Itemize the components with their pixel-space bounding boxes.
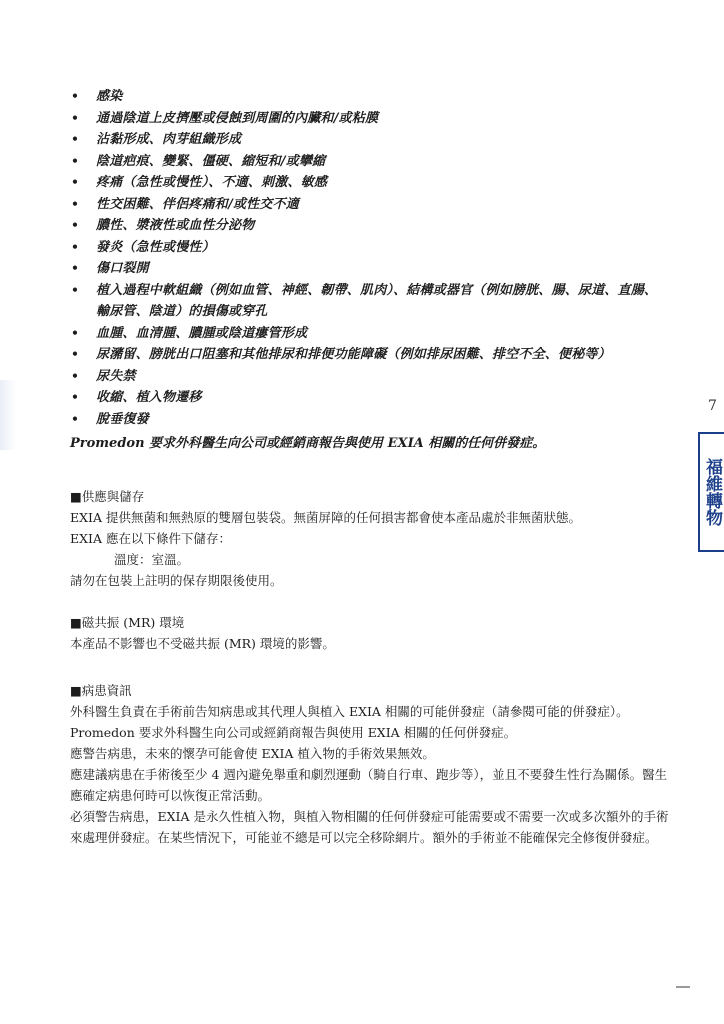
list-item: • 性交困難、伴侶疼痛和/或性交不適 bbox=[70, 194, 670, 216]
paragraph: 應建議病患在手術後至少 4 週內避免舉重和劇烈運動（騎自行車、跑步等），並且不要發生性行為關係。醫生應確定病患何時可以恢復正常活動。 bbox=[70, 767, 668, 803]
bullet-icon: • bbox=[71, 110, 79, 125]
paragraph: 本產品不影響也不受磁共振 (MR) 環境的影響。 bbox=[70, 636, 335, 651]
bullet-icon: • bbox=[71, 132, 79, 146]
list-item: • 收縮、植入物遷移 bbox=[70, 387, 670, 409]
section-heading: ■供應與儲存 bbox=[70, 489, 145, 504]
paragraph: Promedon 要求外科醫生向公司或經銷商報告與使用 EXIA 相關的任何併發症。 bbox=[70, 725, 517, 740]
bullet-icon: • bbox=[71, 411, 79, 426]
list-item: • 沾黏形成、肉芽組織形成 bbox=[70, 129, 670, 151]
list-item: • 通過陰道上皮擠壓或侵蝕到周圍的內臟和/或粘膜 bbox=[70, 108, 670, 130]
list-item: • 尿瀦留、膀胱出口阻塞和其他排尿和排便功能障礙（例如排尿困難、排空不全、便秘等） bbox=[70, 344, 670, 366]
bullet-icon: • bbox=[71, 153, 79, 168]
list-item: • 血腫、血清腫、膿腫或陰道瘻管形成 bbox=[70, 323, 670, 345]
paragraph: EXIA 提供無菌和無熱原的雙層包裝袋。無菌屏障的任何損害都會使本產品處於非無菌狀態。 bbox=[70, 510, 581, 525]
side-page-mark: 7 bbox=[708, 398, 717, 414]
supply-storage-section bbox=[70, 486, 670, 591]
list-item: • 發炎（急性或慢性） bbox=[70, 237, 670, 259]
storage-temperature: 溫度：室溫。 bbox=[114, 552, 190, 567]
list-item: • 膿性、漿液性或血性分泌物 bbox=[70, 215, 670, 237]
section-heading: ■磁共振 (MR) 環境 bbox=[70, 615, 185, 630]
list-item: • 感染 bbox=[70, 86, 670, 108]
complications-report-notice: Promedon 要求外科醫生向公司或經銷商報告與使用 EXIA 相關的任何併發症。 bbox=[70, 436, 546, 451]
bullet-icon: • bbox=[71, 89, 79, 103]
list-item: • 陰道疤痕、變緊、僵硬、縮短和/或攣縮 bbox=[70, 151, 670, 173]
paragraph: 外科醫生負責在手術前告知病患或其代理人與植入 EXIA 相關的可能併發症（請參閱可能的併發症）。 bbox=[70, 704, 629, 719]
list-item: • 植入過程中軟組織（例如血管、神經、韌帶、肌肉）、結構或器官（例如膀胱、腸、尿道、直腸、輸尿管、陰道）的損傷或穿孔 bbox=[70, 280, 670, 323]
mr-environment-section bbox=[70, 612, 670, 654]
bullet-icon: • bbox=[71, 325, 79, 340]
section-heading: ■病患資訊 bbox=[70, 683, 132, 698]
scan-smudge bbox=[0, 380, 16, 450]
patient-info-section bbox=[70, 680, 670, 848]
bullet-icon: • bbox=[71, 196, 79, 211]
side-tab-label: 福維轉物 bbox=[698, 432, 724, 552]
bullet-icon: • bbox=[71, 368, 79, 383]
list-item: • 疼痛（急性或慢性）、不適、刺激、敏感 bbox=[70, 172, 670, 194]
list-item: • 脫垂復發 bbox=[70, 409, 670, 431]
complications-list bbox=[70, 86, 670, 430]
scan-mark bbox=[676, 986, 690, 988]
paragraph: 請勿在包裝上註明的保存期限後使用。 bbox=[70, 573, 283, 588]
list-item: • 尿失禁 bbox=[70, 366, 670, 388]
paragraph: 必須警告病患，EXIA 是永久性植入物，與植入物相關的任何併發症可能需要或不需要一次或多次額外的手術來處理併發症。在某些情況下，可能並不總是可以完全移除網片。額外的手術並不能確保完全修復併發症。 bbox=[70, 809, 669, 845]
bullet-icon: • bbox=[71, 261, 79, 275]
bullet-icon: • bbox=[71, 175, 79, 189]
bullet-icon: • bbox=[71, 390, 79, 404]
paragraph: EXIA 應在以下條件下儲存： bbox=[70, 531, 231, 546]
bullet-icon: • bbox=[71, 347, 79, 361]
bullet-icon: • bbox=[71, 239, 79, 254]
bullet-icon: • bbox=[71, 282, 79, 297]
bullet-icon: • bbox=[71, 218, 79, 232]
paragraph: 應警告病患，未來的懷孕可能會使 EXIA 植入物的手術效果無效。 bbox=[70, 746, 435, 761]
list-item: • 傷口裂開 bbox=[70, 258, 670, 280]
